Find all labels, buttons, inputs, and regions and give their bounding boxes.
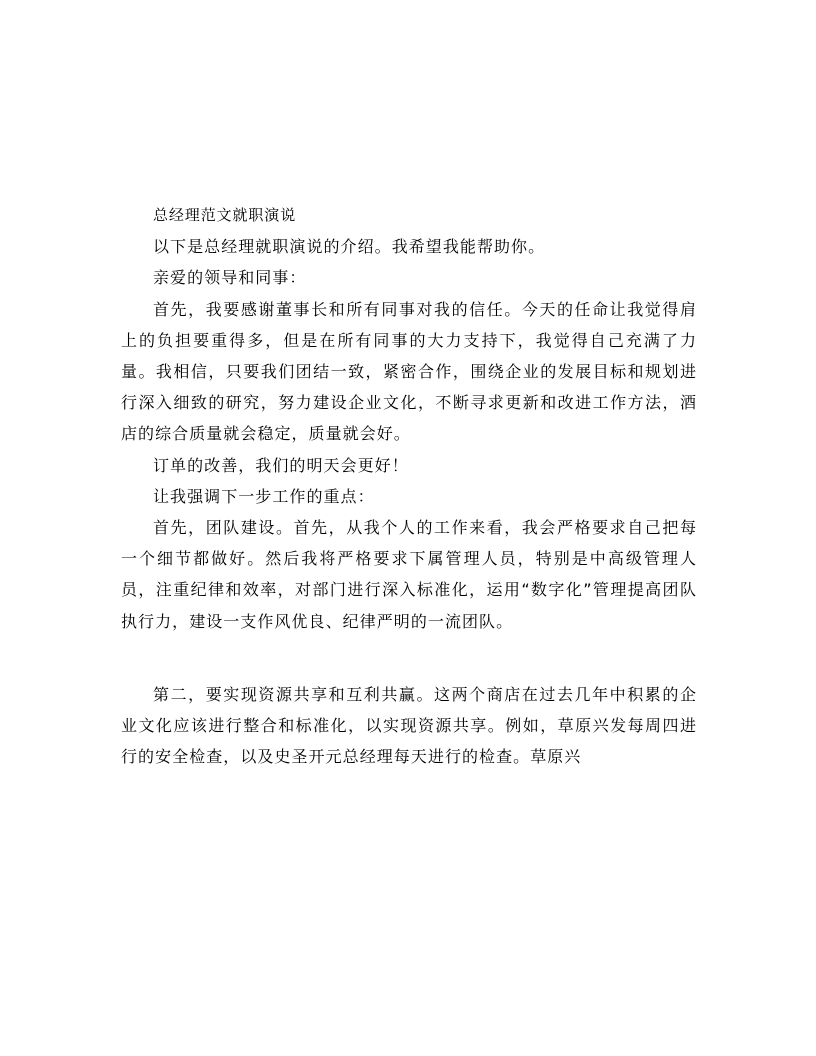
paragraph-resource-sharing: 第二，要实现资源共享和互利共赢。这两个商店在过去几年中积累的企业文化应该进行整合和标准化，以实现资源共享。例如，草原兴发每周四进行的安全检查，以及史圣开元总经理每天进行的检查。草原兴 <box>121 684 697 767</box>
paragraph-team-building: 首先，团队建设。首先，从我个人的工作来看，我会严格要求自己把每一个细节都做好。然后我将严格要求下属管理人员，特别是中高级管理人员，注重纪律和效率，对部门进行深入标准化，运用“数字化”管理提高团队执行力，建设一支作风优良、纪律严明的一流团队。 <box>121 518 697 631</box>
document-title: 总经理范文就职演说 <box>153 206 297 224</box>
paragraph-spacer <box>121 637 697 679</box>
paragraph-greeting: 亲爱的领导和同事： <box>153 268 307 288</box>
paragraph-better-tomorrow: 订单的改善，我们的明天会更好！ <box>153 455 409 475</box>
document-body <box>121 200 697 772</box>
paragraph-intro: 以下是总经理就职演说的介绍。我希望我能帮助你。 <box>153 237 546 257</box>
paragraph-focus-intro: 让我强调下一步工作的重点： <box>153 486 375 506</box>
paragraph-thanks: 首先，我要感谢董事长和所有同事对我的信任。今天的任命让我觉得肩上的负担要重得多，但是在所有同事的大力支持下，我觉得自己充满了力量。我相信，只要我们团结一致，紧密合作，围绕企业的发展目标和规划进行深入细致的研究，努力建设企业文化，不断寻求更新和改进工作方法，酒店的综合质量就会稳定，质量就会好。 <box>121 299 697 444</box>
